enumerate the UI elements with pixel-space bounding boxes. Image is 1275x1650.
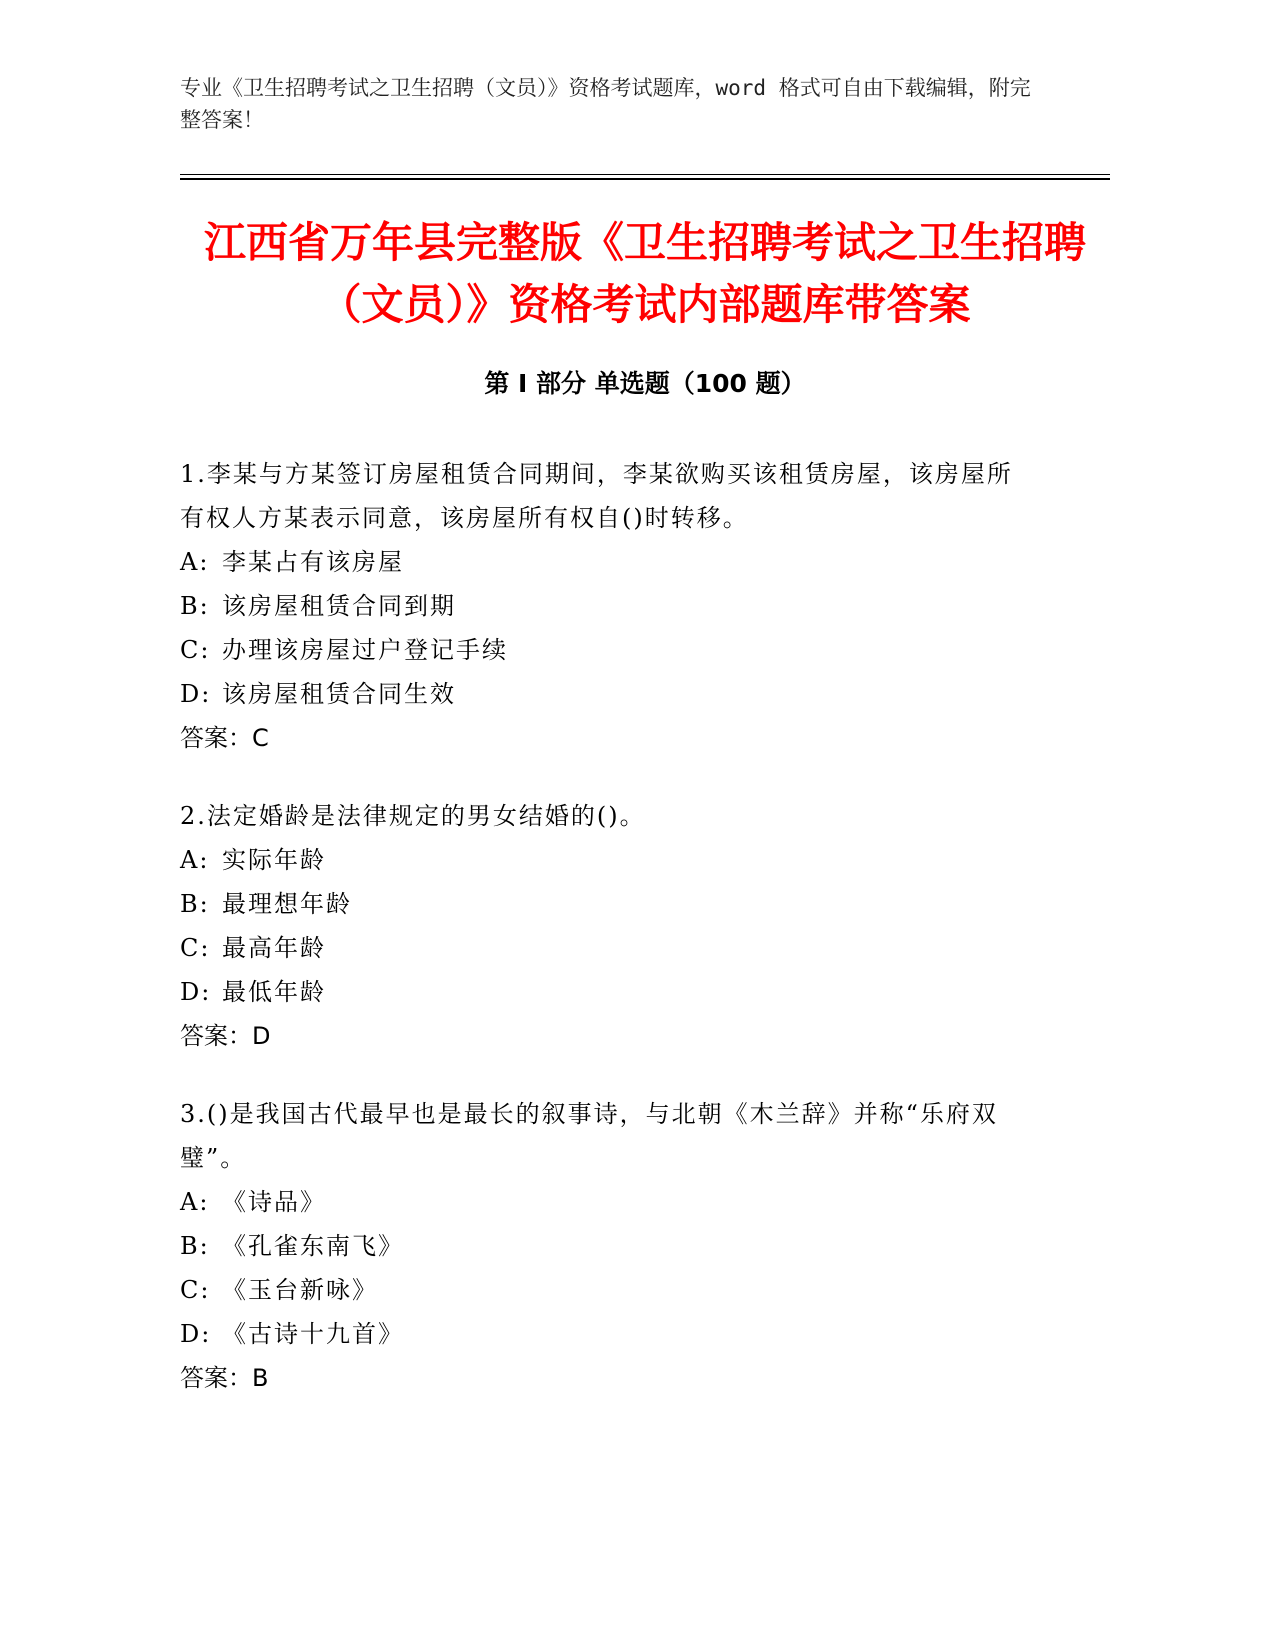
option-text: 《诗品》 — [222, 1188, 326, 1216]
option-a — [180, 838, 1030, 882]
document-title: 江西省万年县完整版《卫生招聘考试之卫生招聘（文员）》资格考试内部题库带答案 — [203, 218, 1086, 329]
question-text: 3.()是我国古代最早也是最长的叙事诗，与北朝《木兰辞》并称“乐府双璧”。 — [180, 1100, 998, 1172]
option-text: 《古诗十九首》 — [222, 1320, 404, 1348]
option-text: 该房屋租赁合同生效 — [222, 680, 456, 708]
option-text: 最理想年龄 — [222, 890, 352, 918]
answer: 答案：B — [180, 1364, 269, 1392]
option-label: C: — [180, 934, 211, 962]
option-d — [180, 1312, 1030, 1356]
option-label: C: — [180, 636, 211, 664]
option-text: 李某占有该房屋 — [222, 548, 404, 576]
option-c — [180, 926, 1030, 970]
option-text: 该房屋租赁合同到期 — [222, 592, 456, 620]
option-c — [180, 1268, 1030, 1312]
option-label: A: — [180, 1188, 210, 1216]
option-label: B: — [180, 592, 210, 620]
option-text: 最低年龄 — [222, 978, 326, 1006]
option-b — [180, 584, 1030, 628]
answer: 答案：C — [180, 724, 269, 752]
option-label: D: — [180, 1320, 212, 1348]
option-a — [180, 540, 1030, 584]
question-text: 1.李某与方某签订房屋租赁合同期间，李某欲购买该租赁房屋，该房屋所有权人方某表示同意，该房屋所有权自()时转移。 — [180, 460, 1013, 532]
answer: 答案：D — [180, 1022, 271, 1050]
option-text: 《玉台新咏》 — [222, 1276, 378, 1304]
option-label: C: — [180, 1276, 211, 1304]
option-b — [180, 882, 1030, 926]
header-divider-thin — [180, 174, 1110, 175]
question-list — [180, 452, 1030, 1434]
option-label: A: — [180, 846, 210, 874]
option-b — [180, 1224, 1030, 1268]
option-text: 办理该房屋过户登记手续 — [222, 636, 508, 664]
option-label: D: — [180, 978, 212, 1006]
option-label: D: — [180, 680, 212, 708]
option-label: A: — [180, 548, 210, 576]
header-divider-thick — [180, 178, 1110, 180]
option-label: B: — [180, 1232, 210, 1260]
option-label: B: — [180, 890, 210, 918]
header-note: 专业《卫生招聘考试之卫生招聘（文员）》资格考试题库，word 格式可自由下载编辑，附完整答案！ — [180, 76, 1031, 132]
question-3 — [180, 1092, 1030, 1400]
question-2 — [180, 794, 1030, 1058]
option-d — [180, 970, 1030, 1014]
section-title: 第 I 部分 单选题（100 题） — [484, 369, 806, 398]
option-a — [180, 1180, 1030, 1224]
option-c — [180, 628, 1030, 672]
option-text: 最高年龄 — [222, 934, 326, 962]
option-text: 《孔雀东南飞》 — [222, 1232, 404, 1260]
option-text: 实际年龄 — [222, 846, 326, 874]
question-text: 2.法定婚龄是法律规定的男女结婚的()。 — [180, 802, 646, 830]
option-d — [180, 672, 1030, 716]
question-1 — [180, 452, 1030, 760]
